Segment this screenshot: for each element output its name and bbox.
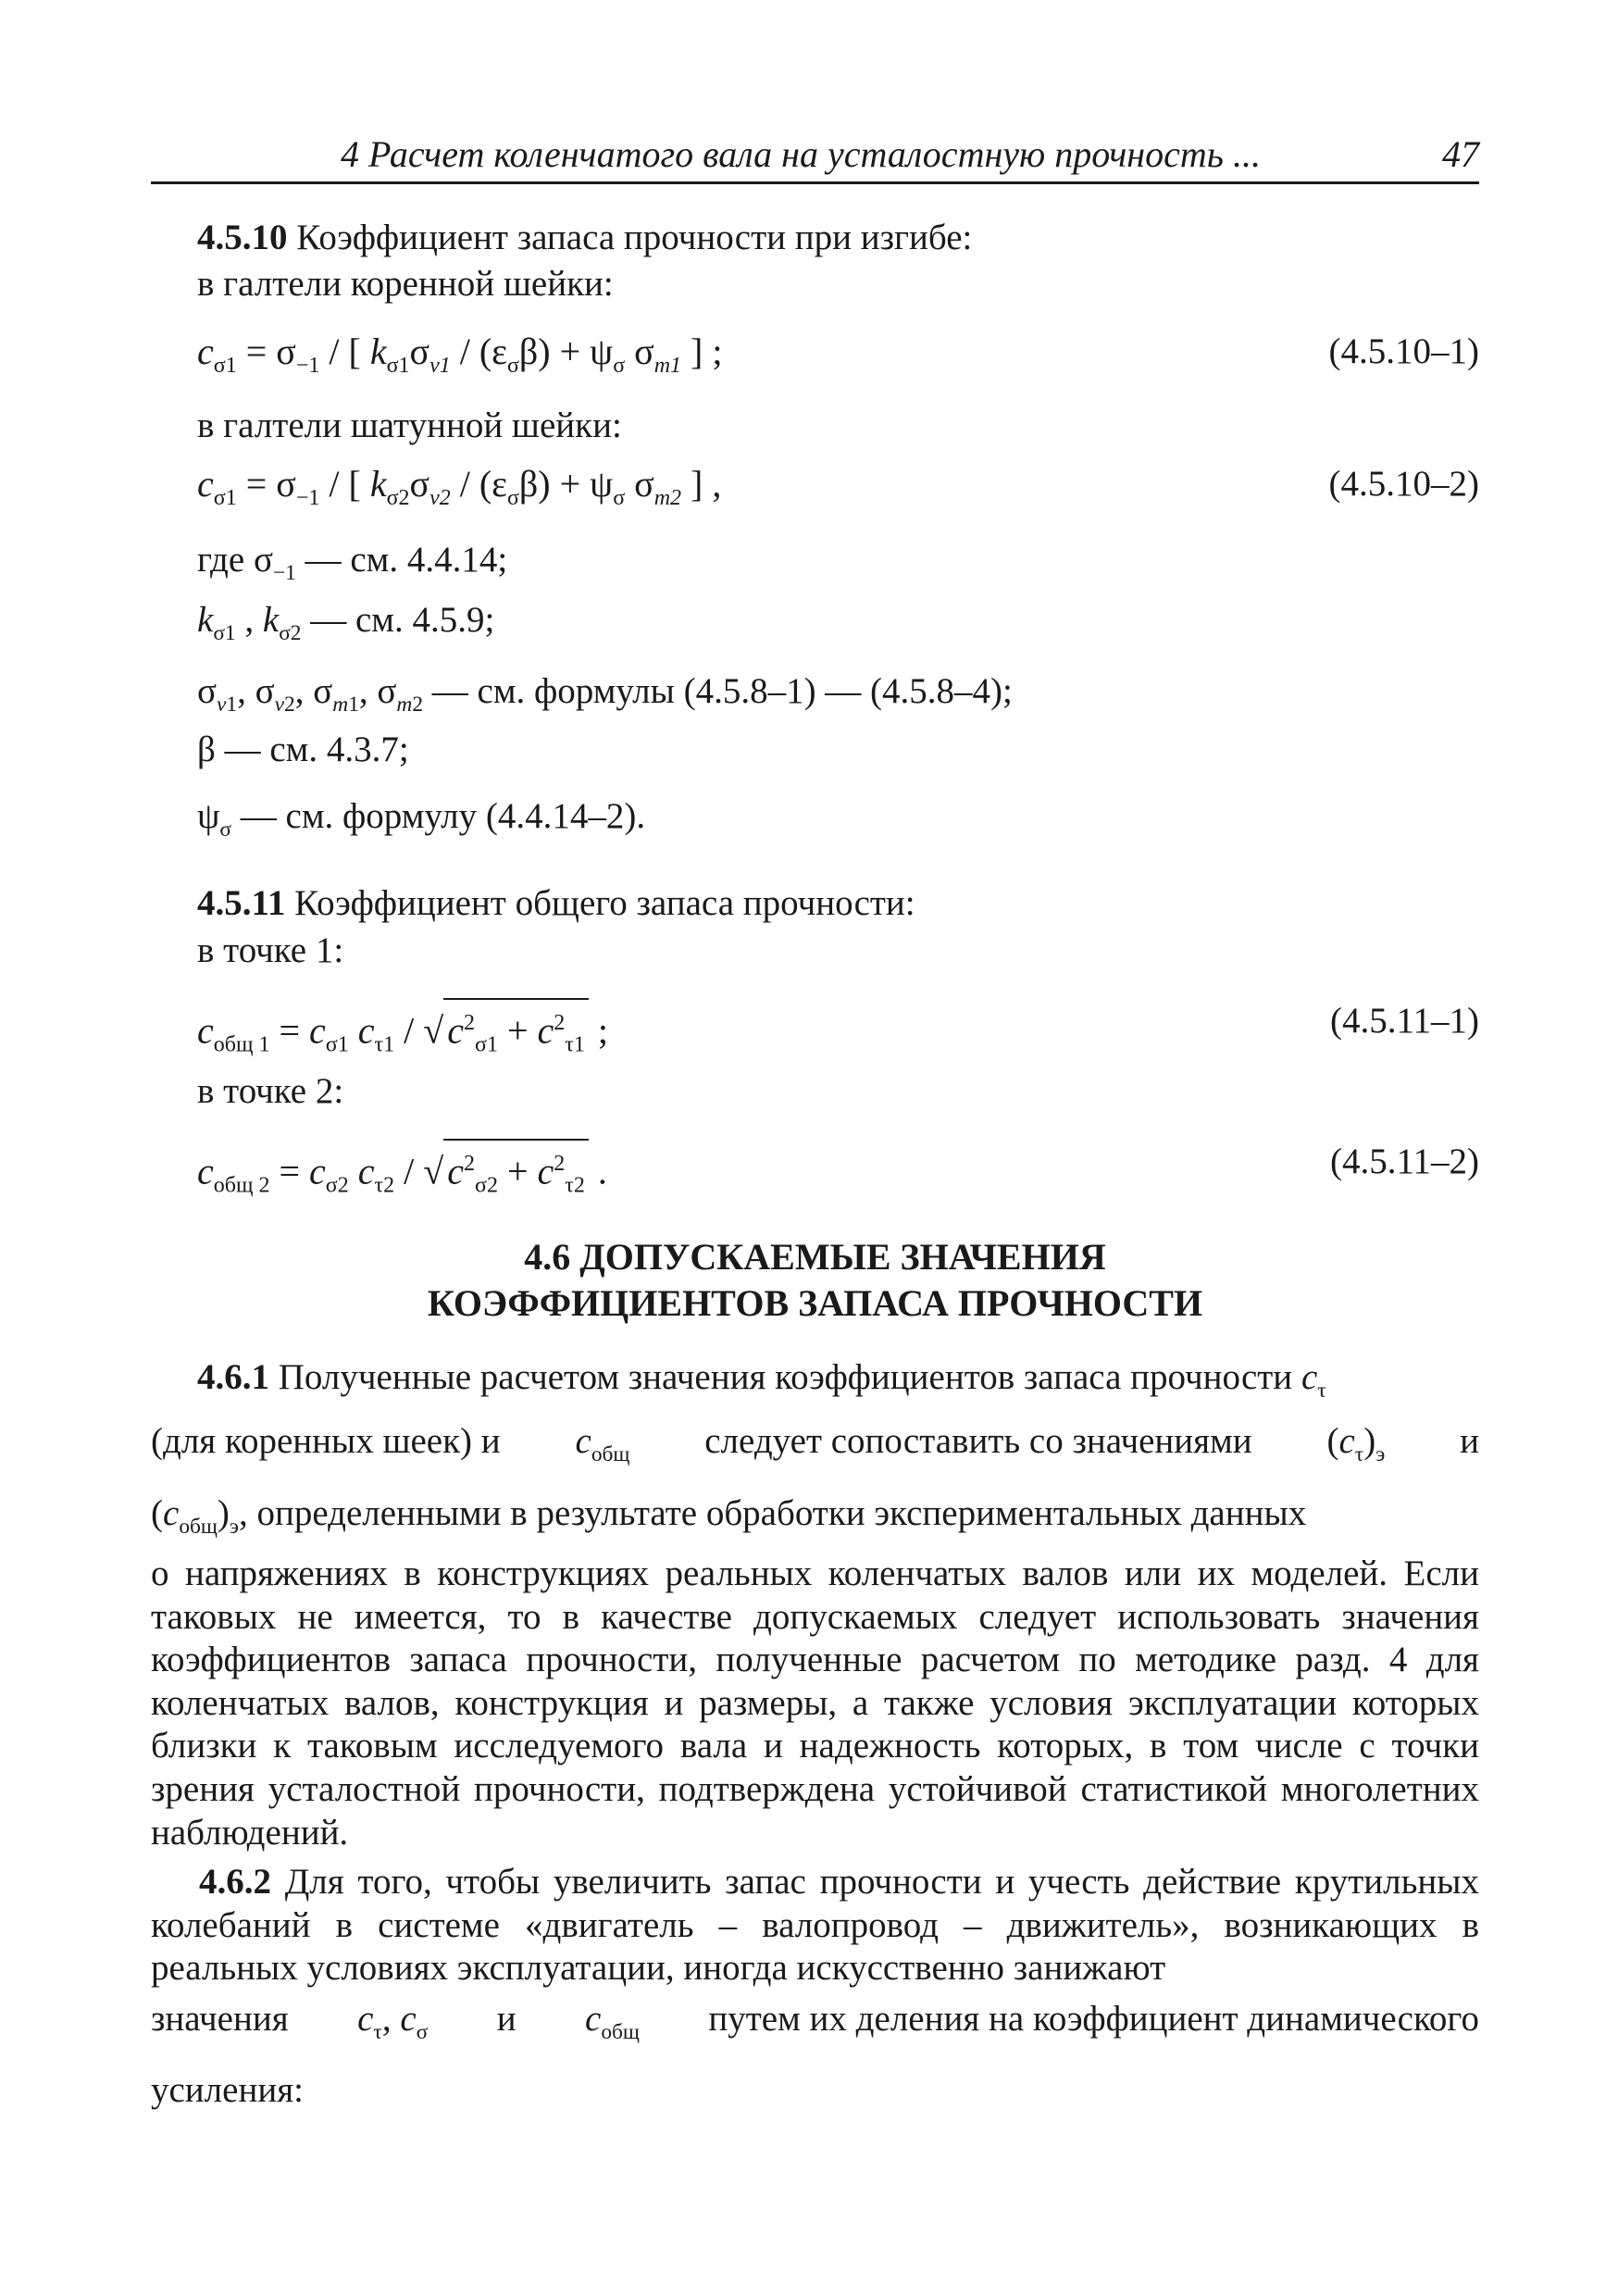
equation-number: (4.5.10–2): [1328, 464, 1479, 504]
crank-fillet-label: в галтели шатунной шейки:: [197, 406, 622, 445]
equation-number: (4.5.11–1): [1329, 1001, 1479, 1041]
point-2-label: в точке 2:: [197, 1071, 344, 1111]
header-title: 4 Расчет коленчатого вала на усталостную прочность ...: [341, 133, 1261, 175]
formula-4-5-11-2: $c_{общ 2} = c_{\sigma 2}$ $c_{\tau 2}$ / √ $c^2_{\sigma 2} + c^2_{\tau 2}$ .: [197, 1139, 607, 1208]
para-4-6-1-line-1: 4.6.1 Полученные расчетом значения коэффициентов запаса прочности $c_\tau$: [197, 1357, 1326, 1403]
para-4-6-1-body: о напряжениях в конструкциях реальных коленчатых валов или их моделей. Если таковых не имеется, то в качестве допускаемых следует использовать значения коэффициентов запаса прочности, полученные расчетом по методике разд. 4 для коленчатых валов, конструкция и размеры, а также условия эксплуатации которых близки к таковым исследуемого вала и надежность которых, в том числе с точки зрения усталостной прочности, подтверждена устойчивой статистикой многолетних наблюдений.: [151, 1554, 1479, 1853]
paragraph-text: и: [496, 1999, 517, 2039]
definition-text: — см. 4.3.7;: [224, 730, 409, 769]
formula-4-5-11-1: $c_{общ 1} = c_{\sigma 1}$ $c_{\tau 1}$ / √ $c^2_{\sigma 1} + c^2_{\tau 1}$ ;: [197, 998, 608, 1067]
formula-4-5-10-2: $c_{\sigma 1} = \sigma_{-1}$ / [ $k_{\sigma 2}\sigma_{v2} / (\varepsilon_\sigma\beta) + \psi_\sigma$ $\sigma_{m2}$ ] ,: [197, 463, 722, 510]
clause-text: Коэффициент запаса прочности при изгибе:: [287, 218, 973, 257]
definition-text: — см. формулы (4.5.8–1) — (4.5.8–4);: [431, 671, 1013, 711]
paragraph-text: Полученные расчетом значения коэффициентов запаса прочности: [269, 1357, 1293, 1397]
paragraph-text: , определенными в результате обработки экспериментальных данных: [238, 1493, 1307, 1533]
where-sigma-v-m: $\sigma_{v1}$, $\sigma_{v2}$, $\sigma_{m1}$, $\sigma_{m2}$ — см. формулы (4.5.8–1) — (4.5.8–4);: [197, 671, 1013, 717]
definition-text: — см. 4.4.14;: [305, 540, 508, 580]
formula-4-5-10-1: $c_{\sigma 1} = \sigma_{-1}$ / [ $k_{\sigma 1}\sigma_{v1} / (\varepsilon_\sigma\beta) + \psi_\sigma$ $\sigma_{m1}$ ] ;: [197, 331, 723, 378]
section-heading-line-1: 4.6 ДОПУСКАЕМЫЕ ЗНАЧЕНИЯ: [524, 1236, 1106, 1278]
where-psi-sigma: $\psi_\sigma$ — см. формулу (4.4.14–2).: [197, 796, 646, 842]
clause-number: 4.6.2: [199, 1862, 271, 1902]
para-4-6-2-line-4: значения $c_\tau$, $c_\sigma$ и $c_{общ}$ путем их деления на коэффициент динамического: [151, 1997, 1479, 2054]
clause-4-5-11-title: [197, 881, 915, 926]
where-beta: β — см. 4.3.7;: [197, 730, 409, 769]
paragraph-text: значения: [151, 1999, 289, 2039]
section-heading-line-2: КОЭФФИЦИЕНТОВ ЗАПАСА ПРОЧНОСТИ: [427, 1282, 1203, 1324]
clause-number: 4.6.1: [197, 1357, 269, 1397]
definition-text: — см. 4.5.9;: [310, 600, 495, 640]
root-fillet-label: в галтели коренной шейки:: [197, 264, 614, 304]
clause-4-5-10-title: [197, 216, 972, 260]
paragraph-text: путем их деления на коэффициент динамического: [708, 1999, 1479, 2039]
clause-number: 4.5.11: [197, 883, 286, 923]
equation-number: (4.5.11–2): [1329, 1142, 1479, 1181]
page-number: 47: [1442, 133, 1479, 175]
definition-text: — см. формулу (4.4.14–2).: [240, 796, 646, 836]
where-sigma-1: где $\sigma_{-1}$ — см. 4.4.14;: [197, 540, 508, 585]
paragraph-text: (для коренных шеек) и: [151, 1421, 501, 1461]
clause-text: Коэффициент общего запаса прочности:: [285, 883, 915, 923]
equation-number: (4.5.10–1): [1328, 331, 1479, 371]
para-4-6-1-line-3: $(c_{общ})_э$, определенными в результате обработки экспериментальных данных: [151, 1493, 1307, 1539]
paragraph-text: Для того, чтобы увеличить запас прочности и учесть действие крутильных колебаний в системе «двигатель – валопровод – движитель», возникающих в реальных условиях эксплуатации, иногда искусственно занижают: [151, 1862, 1479, 1989]
running-header: [151, 132, 1479, 179]
paragraph-text: следует сопоставить со значениями: [704, 1421, 1252, 1461]
paragraph-text: и: [1460, 1421, 1479, 1461]
clause-number: 4.5.10: [197, 218, 288, 257]
point-1-label: в точке 1:: [197, 930, 344, 970]
header-rule: [151, 181, 1479, 184]
para-4-6-2-last-line: усиления:: [151, 2070, 304, 2110]
where-k-sigma: $k_{\sigma 1}$ , $k_{\sigma 2}$ — см. 4.5.9;: [197, 600, 495, 645]
para-4-6-2-body: [151, 1861, 1479, 1990]
para-4-6-1-line-2: (для коренных шеек) и $c_{общ}$ следует сопоставить со значениями $(c_\tau)_э$ и: [151, 1419, 1479, 1477]
